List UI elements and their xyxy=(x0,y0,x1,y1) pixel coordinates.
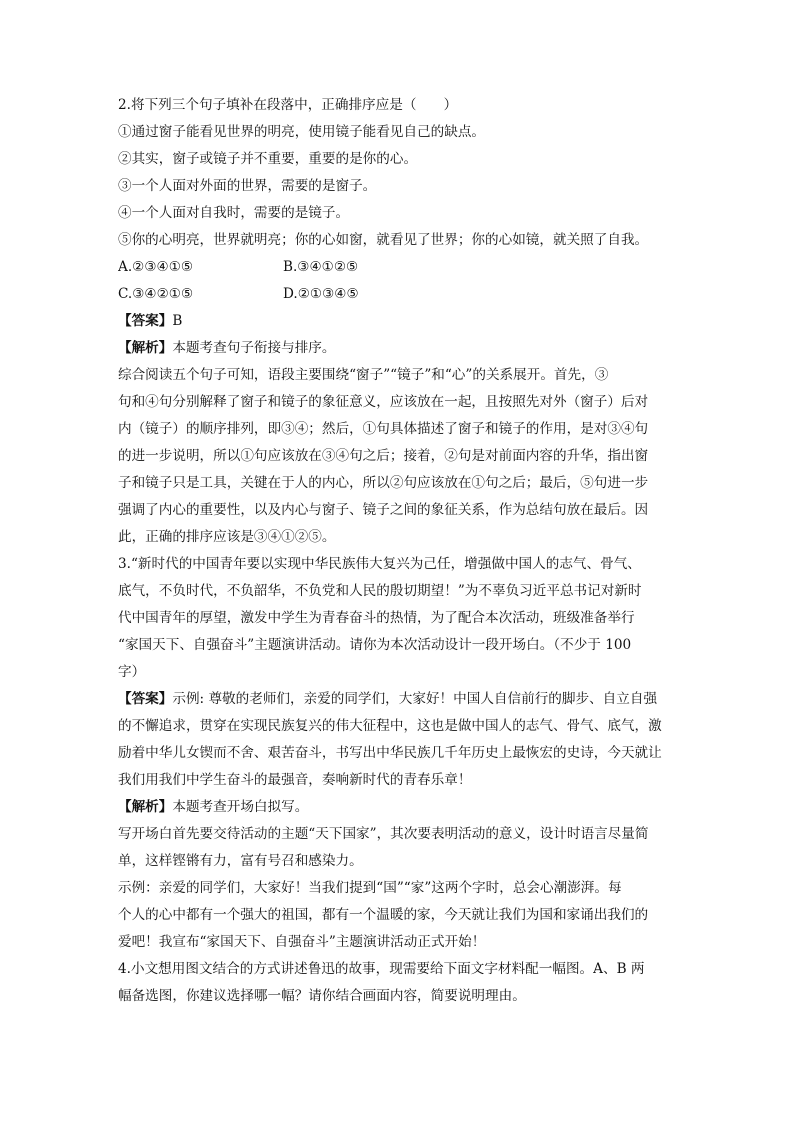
answer-line: 我们用我们中学生奋斗的最强音，奏响新时代的青春乐章！ xyxy=(118,772,472,788)
question-2-analysis-head xyxy=(118,335,678,362)
analysis-line: 个人的心中都有一个强大的祖国，都有一个温暖的家，今天就让我们为国和家诵出我们的 xyxy=(118,907,649,923)
analysis-tag: 【解析】 xyxy=(118,799,173,815)
question-4-stem-line: 4.小文想用图文结合的方式讲述鲁迅的故事，现需要给下面文字材料配一幅图。A、B 两 xyxy=(118,961,645,977)
sentence-3: ③一个人面对外面的世界，需要的是窗子。 xyxy=(118,178,377,194)
sentence-5: ⑤你的心明亮，世界就明亮；你的心如窗，就看见了世界；你的心如镜，就关照了自我。 xyxy=(118,232,649,248)
option-d: D.②①③④⑤ xyxy=(283,286,359,302)
question-3-analysis-head xyxy=(118,794,678,821)
question-3 xyxy=(118,551,678,956)
sentence-1: ①通过窗子能看见世界的明亮，使用镜子能看见自己的缺点。 xyxy=(118,124,486,140)
analysis-line: 综合阅读五个句子可知，语段主要围绕“窗子”“镜子”和“心”的关系展开。首先，③ xyxy=(118,367,609,383)
analysis-intro: 本题考查句子衔接与排序。 xyxy=(172,340,336,356)
question-3-stem-line: 字） xyxy=(118,664,146,680)
question-3-answer-head xyxy=(118,686,678,713)
analysis-line: 写开场白首先要交待活动的主题“天下国家”，其次要表明活动的意义，设计时语言尽量简 xyxy=(118,826,649,842)
document-page xyxy=(118,92,678,1010)
answer-line: 励着中华儿女锲而不舍、艰苦奋斗，书写出中华民族几千年历史上最恢宏的史诗，今天就让 xyxy=(118,745,662,761)
option-a: A.②③④①⑤ xyxy=(118,259,194,275)
options-row-1 xyxy=(118,254,678,281)
analysis-line: 强调了内心的重要性，以及内心与窗子、镜子之间的象征关系，作为总结句放在最后。因 xyxy=(118,502,649,518)
analysis-intro: 本题考查开场白拟写。 xyxy=(172,799,309,815)
question-2 xyxy=(118,92,678,551)
question-3-stem-line: “家国天下、自强奋斗”主题演讲活动。请你为本次活动设计一段开场白。（不少于 100 xyxy=(118,637,632,653)
question-3-stem-line: 代中国青年的厚望，激发中学生为青春奋斗的热情，为了配合本次活动，班级准备举行 xyxy=(118,610,635,626)
analysis-tag: 【解析】 xyxy=(118,340,173,356)
question-2-stem: 2.将下列三个句子填补在段落中，正确排序应是（ ） xyxy=(118,97,458,113)
question-3-stem-line: 3.“新时代的中国青年要以实现中华民族伟大复兴为己任，增强做中国人的志气、骨气、 xyxy=(118,556,641,572)
analysis-line: 爱吧！我宣布“家国天下、自强奋斗”主题演讲活动正式开始！ xyxy=(118,934,486,950)
analysis-line: 示例：亲爱的同学们，大家好！当我们提到“国”“家”这两个字时，总会心潮澎湃。每 xyxy=(118,880,622,896)
analysis-line: 单，这样铿锵有力，富有号召和感染力。 xyxy=(118,853,363,869)
analysis-line: 内（镜子）的顺序排列，即③④；然后，①句具体描述了窗子和镜子的作用，是对③④句 xyxy=(118,421,649,437)
question-3-stem-line: 底气，不负时代，不负韶华，不负党和人民的殷切期望！”为不辜负习近平总书记对新时 xyxy=(118,583,642,599)
option-b: B.③④①②⑤ xyxy=(283,259,359,275)
analysis-line: 的进一步说明，所以①句应该放在③④句之后；接着，②句是对前面内容的升华，指出窗 xyxy=(118,448,649,464)
sentence-2: ②其实，窗子或镜子并不重要，重要的是你的心。 xyxy=(118,151,418,167)
answer-line: 示例: 尊敬的老师们，亲爱的同学们，大家好！中国人自信前行的脚步、自立自强 xyxy=(172,691,658,707)
question-4-stem-line: 幅备选图，你建议选择哪一幅？请你结合画面内容，简要说明理由。 xyxy=(118,988,526,1004)
question-4 xyxy=(118,956,678,1010)
answer-tag: 【答案】 xyxy=(118,313,173,329)
options-row-2 xyxy=(118,281,678,308)
answer-tag: 【答案】 xyxy=(118,691,173,707)
analysis-line: 此，正确的排序应该是③④①②⑤。 xyxy=(118,529,336,545)
analysis-line: 子和镜子只是工具，关键在于人的内心，所以②句应该放在①句之后；最后，⑤句进一步 xyxy=(118,475,649,491)
answer-line: 的不懈追求，贯穿在实现民族复兴的伟大征程中，这也是做中国人的志气、骨气、底气，激 xyxy=(118,718,662,734)
sentence-4: ④一个人面对自我时，需要的是镜子。 xyxy=(118,205,350,221)
answer-value: B xyxy=(172,313,183,329)
analysis-line: 句和④句分别解释了窗子和镜子的象征意义，应该放在一起，且按照先对外（窗子）后对 xyxy=(118,394,649,410)
question-2-answer xyxy=(118,308,678,335)
option-c: C.③④②①⑤ xyxy=(118,286,194,302)
